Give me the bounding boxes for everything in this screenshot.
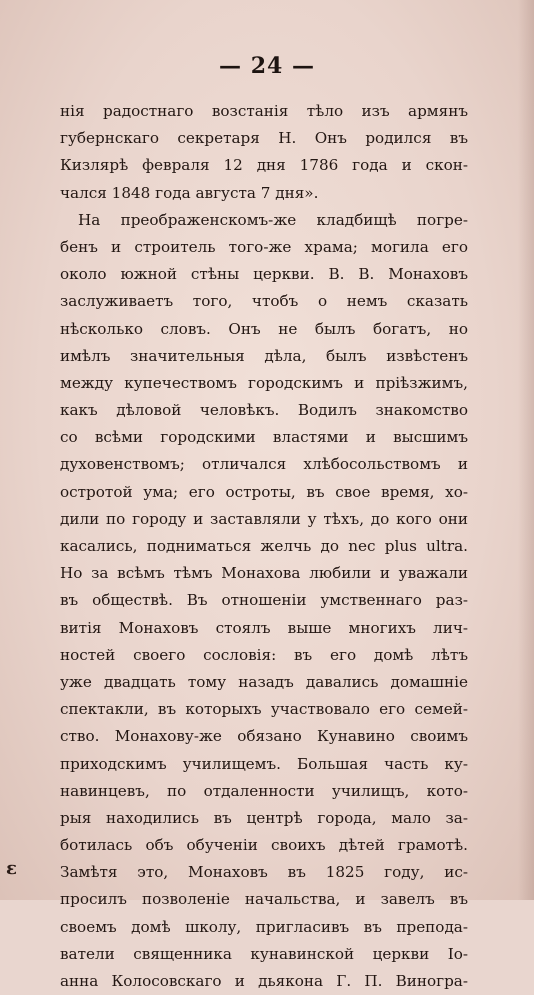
text-line: ватели священника кунавинской церкви Іо-: [60, 944, 468, 963]
text-line: нѣсколько словъ. Онъ не былъ богатъ, но: [60, 319, 468, 338]
text-line: касались, подниматься желчь до nec plus ultra.: [60, 537, 468, 555]
text-line: Но за всѣмъ тѣмъ Монахова любили и уважали: [60, 564, 468, 583]
text-line: На преображенскомъ-же кладбищѣ погре-: [78, 210, 468, 229]
page-number: — 24 —: [219, 53, 315, 79]
text-line: заслуживаетъ того, чтобъ о немъ сказать: [60, 292, 468, 311]
text-line: губернскаго секретаря Н. Онъ родился въ: [60, 129, 468, 148]
text-line: Замѣтя это, Монаховъ въ 1825 году, ис-: [60, 863, 468, 882]
body-text: [60, 98, 468, 995]
text-line: своемъ домѣ школу, пригласивъ въ препода-: [60, 917, 468, 936]
text-line: въ обществѣ. Въ отношеніи умственнаго раз-: [60, 591, 468, 610]
text-line: витія Монаховъ стоялъ выше многихъ лич-: [60, 618, 468, 637]
text-line: навинцевъ, по отдаленности училищъ, кото-: [60, 781, 468, 800]
page-edge-shadow: [518, 0, 534, 900]
text-line: спектакли, въ которыхъ участвовало его семей-: [60, 700, 468, 719]
text-line: со всѣми городскими властями и высшимъ: [60, 428, 468, 447]
text-line: ботилась объ обученіи своихъ дѣтей грамотѣ.: [60, 836, 468, 855]
text-line: рыя находились въ центрѣ города, мало за-: [60, 808, 468, 827]
text-line: анна Колосовскаго и дьякона Г. П. Виногра-: [60, 972, 468, 990]
text-line: имѣлъ значительныя дѣла, былъ извѣстенъ: [60, 346, 468, 365]
text-line: чался 1848 года августа 7 дня».: [60, 183, 319, 202]
text-line: духовенствомъ; отличался хлѣбосольствомъ и: [60, 455, 468, 474]
text-line: около южной стѣны церкви. В. В. Монаховъ: [60, 265, 468, 284]
margin-mark: ɛ: [6, 858, 17, 879]
text-line: остротой ума; его остроты, въ свое время, хо-: [60, 482, 468, 501]
text-line: Кизлярѣ февраля 12 дня 1786 года и скон-: [60, 156, 468, 175]
text-line: просилъ позволеніе начальства, и завелъ въ: [60, 890, 468, 909]
text-line: уже двадцать тому назадъ давались домашніе: [60, 672, 468, 691]
text-line: приходскимъ училищемъ. Большая часть ку-: [60, 754, 468, 773]
text-line: нія радостнаго возстанія тѣло изъ армянъ: [60, 102, 468, 120]
text-line: ство. Монахову-же обязано Кунавино своимъ: [60, 727, 468, 746]
text-line: ностей своего сословія: въ его домѣ лѣтъ: [60, 645, 468, 664]
text-line: какъ дѣловой человѣкъ. Водилъ знакомство: [60, 401, 468, 420]
text-line: бенъ и строитель того-же храма; могила его: [60, 237, 468, 256]
text-line: между купечествомъ городскимъ и пріѣзжимъ,: [60, 373, 468, 392]
text-line: дили по городу и заставляли у тѣхъ, до кого они: [60, 509, 468, 528]
